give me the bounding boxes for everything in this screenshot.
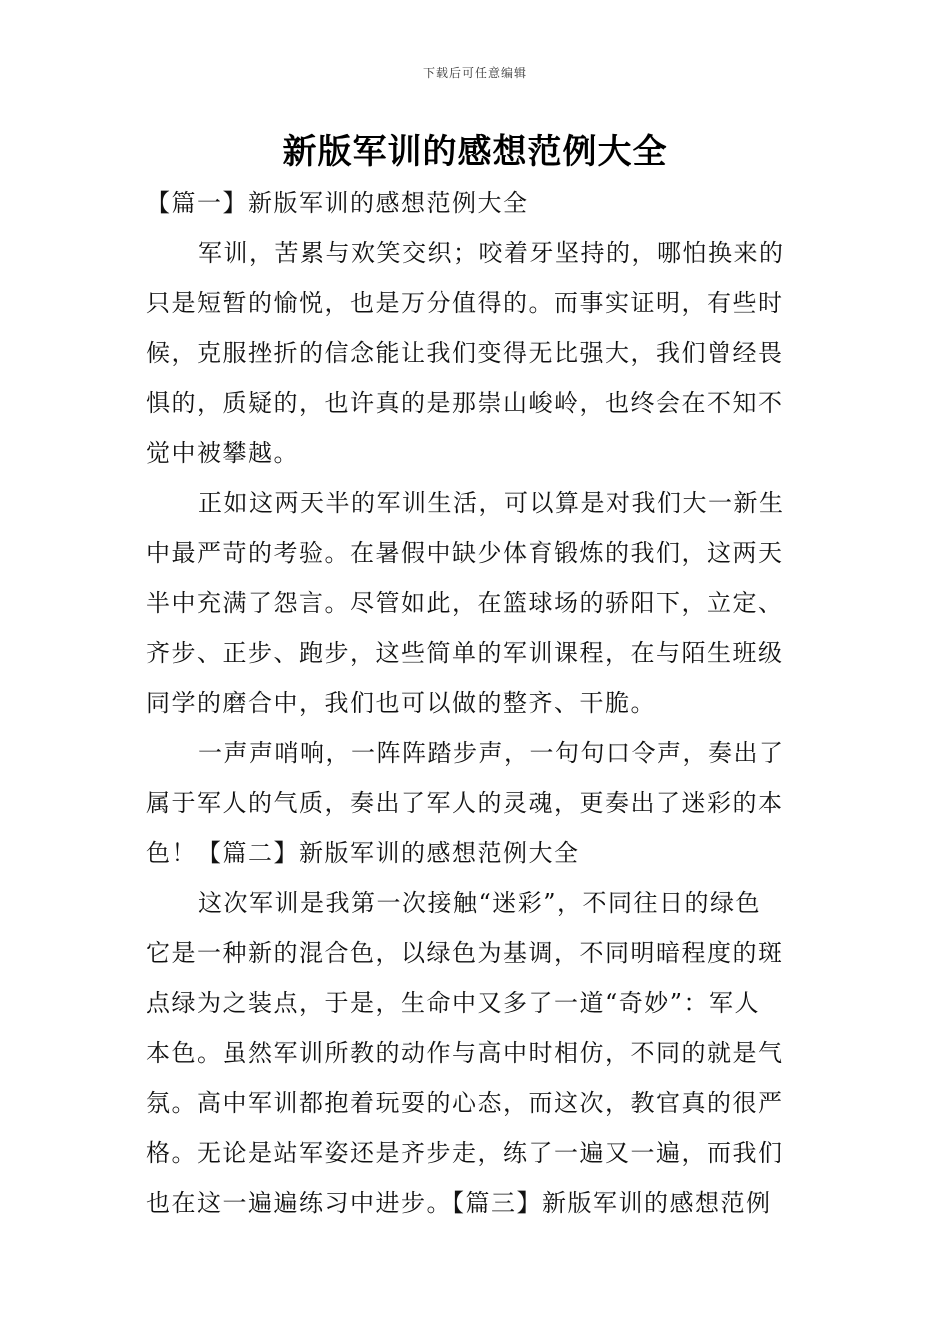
text-line: 氛。高中军训都抱着玩耍的心态，而这次，教官真的很严 xyxy=(146,1089,784,1117)
text-line: 觉中被攀越。 xyxy=(146,439,299,467)
text-line: 【篇一】新版军训的感想范例大全 xyxy=(146,189,529,217)
text-line: 同学的磨合中，我们也可以做的整齐、干脆。 xyxy=(146,689,656,717)
text-line: 候，克服挫折的信念能让我们变得无比强大，我们曾经畏 xyxy=(146,339,784,367)
text-line: 军训，苦累与欢笑交织；咬着牙坚持的，哪怕换来的 xyxy=(198,239,785,267)
header-note: 下载后可任意编辑 xyxy=(422,66,527,80)
text-line: 正如这两天半的军训生活，可以算是对我们大一新生 xyxy=(198,489,785,517)
text-line: 色！【篇二】新版军训的感想范例大全 xyxy=(146,839,580,867)
text-line: 一声声哨响，一阵阵踏步声，一句句口令声，奏出了 xyxy=(198,739,785,767)
document-title: 新版军训的感想范例大全 xyxy=(282,132,668,172)
document-body xyxy=(146,178,810,1228)
text-line: 中最严苛的考验。在暑假中缺少体育锻炼的我们，这两天 xyxy=(146,539,784,567)
text-line: 齐步、正步、跑步，这些简单的军训课程，在与陌生班级 xyxy=(146,639,784,667)
text-line: 这次军训是我第一次接触“迷彩”，不同往日的绿色 xyxy=(198,889,762,917)
text-line: 格。无论是站军姿还是齐步走，练了一遍又一遍，而我们 xyxy=(146,1139,784,1167)
text-line: 只是短暂的愉悦，也是万分值得的。而事实证明，有些时 xyxy=(146,289,784,317)
text-line: 本色。虽然军训所教的动作与高中时相仿，不同的就是气 xyxy=(146,1039,784,1067)
text-line: 半中充满了怨言。尽管如此，在篮球场的骄阳下，立定、 xyxy=(146,589,784,617)
text-line: 它是一种新的混合色，以绿色为基调，不同明暗程度的斑 xyxy=(146,939,784,967)
text-line: 也在这一遍遍练习中进步。【篇三】新版军训的感想范例 xyxy=(146,1189,772,1217)
text-line: 点绿为之装点，于是，生命中又多了一道“奇妙”：军人 xyxy=(146,989,761,1017)
text-line: 属于军人的气质，奏出了军人的灵魂，更奏出了迷彩的本 xyxy=(146,789,784,817)
text-line: 惧的，质疑的，也许真的是那崇山峻岭，也终会在不知不 xyxy=(146,389,784,417)
